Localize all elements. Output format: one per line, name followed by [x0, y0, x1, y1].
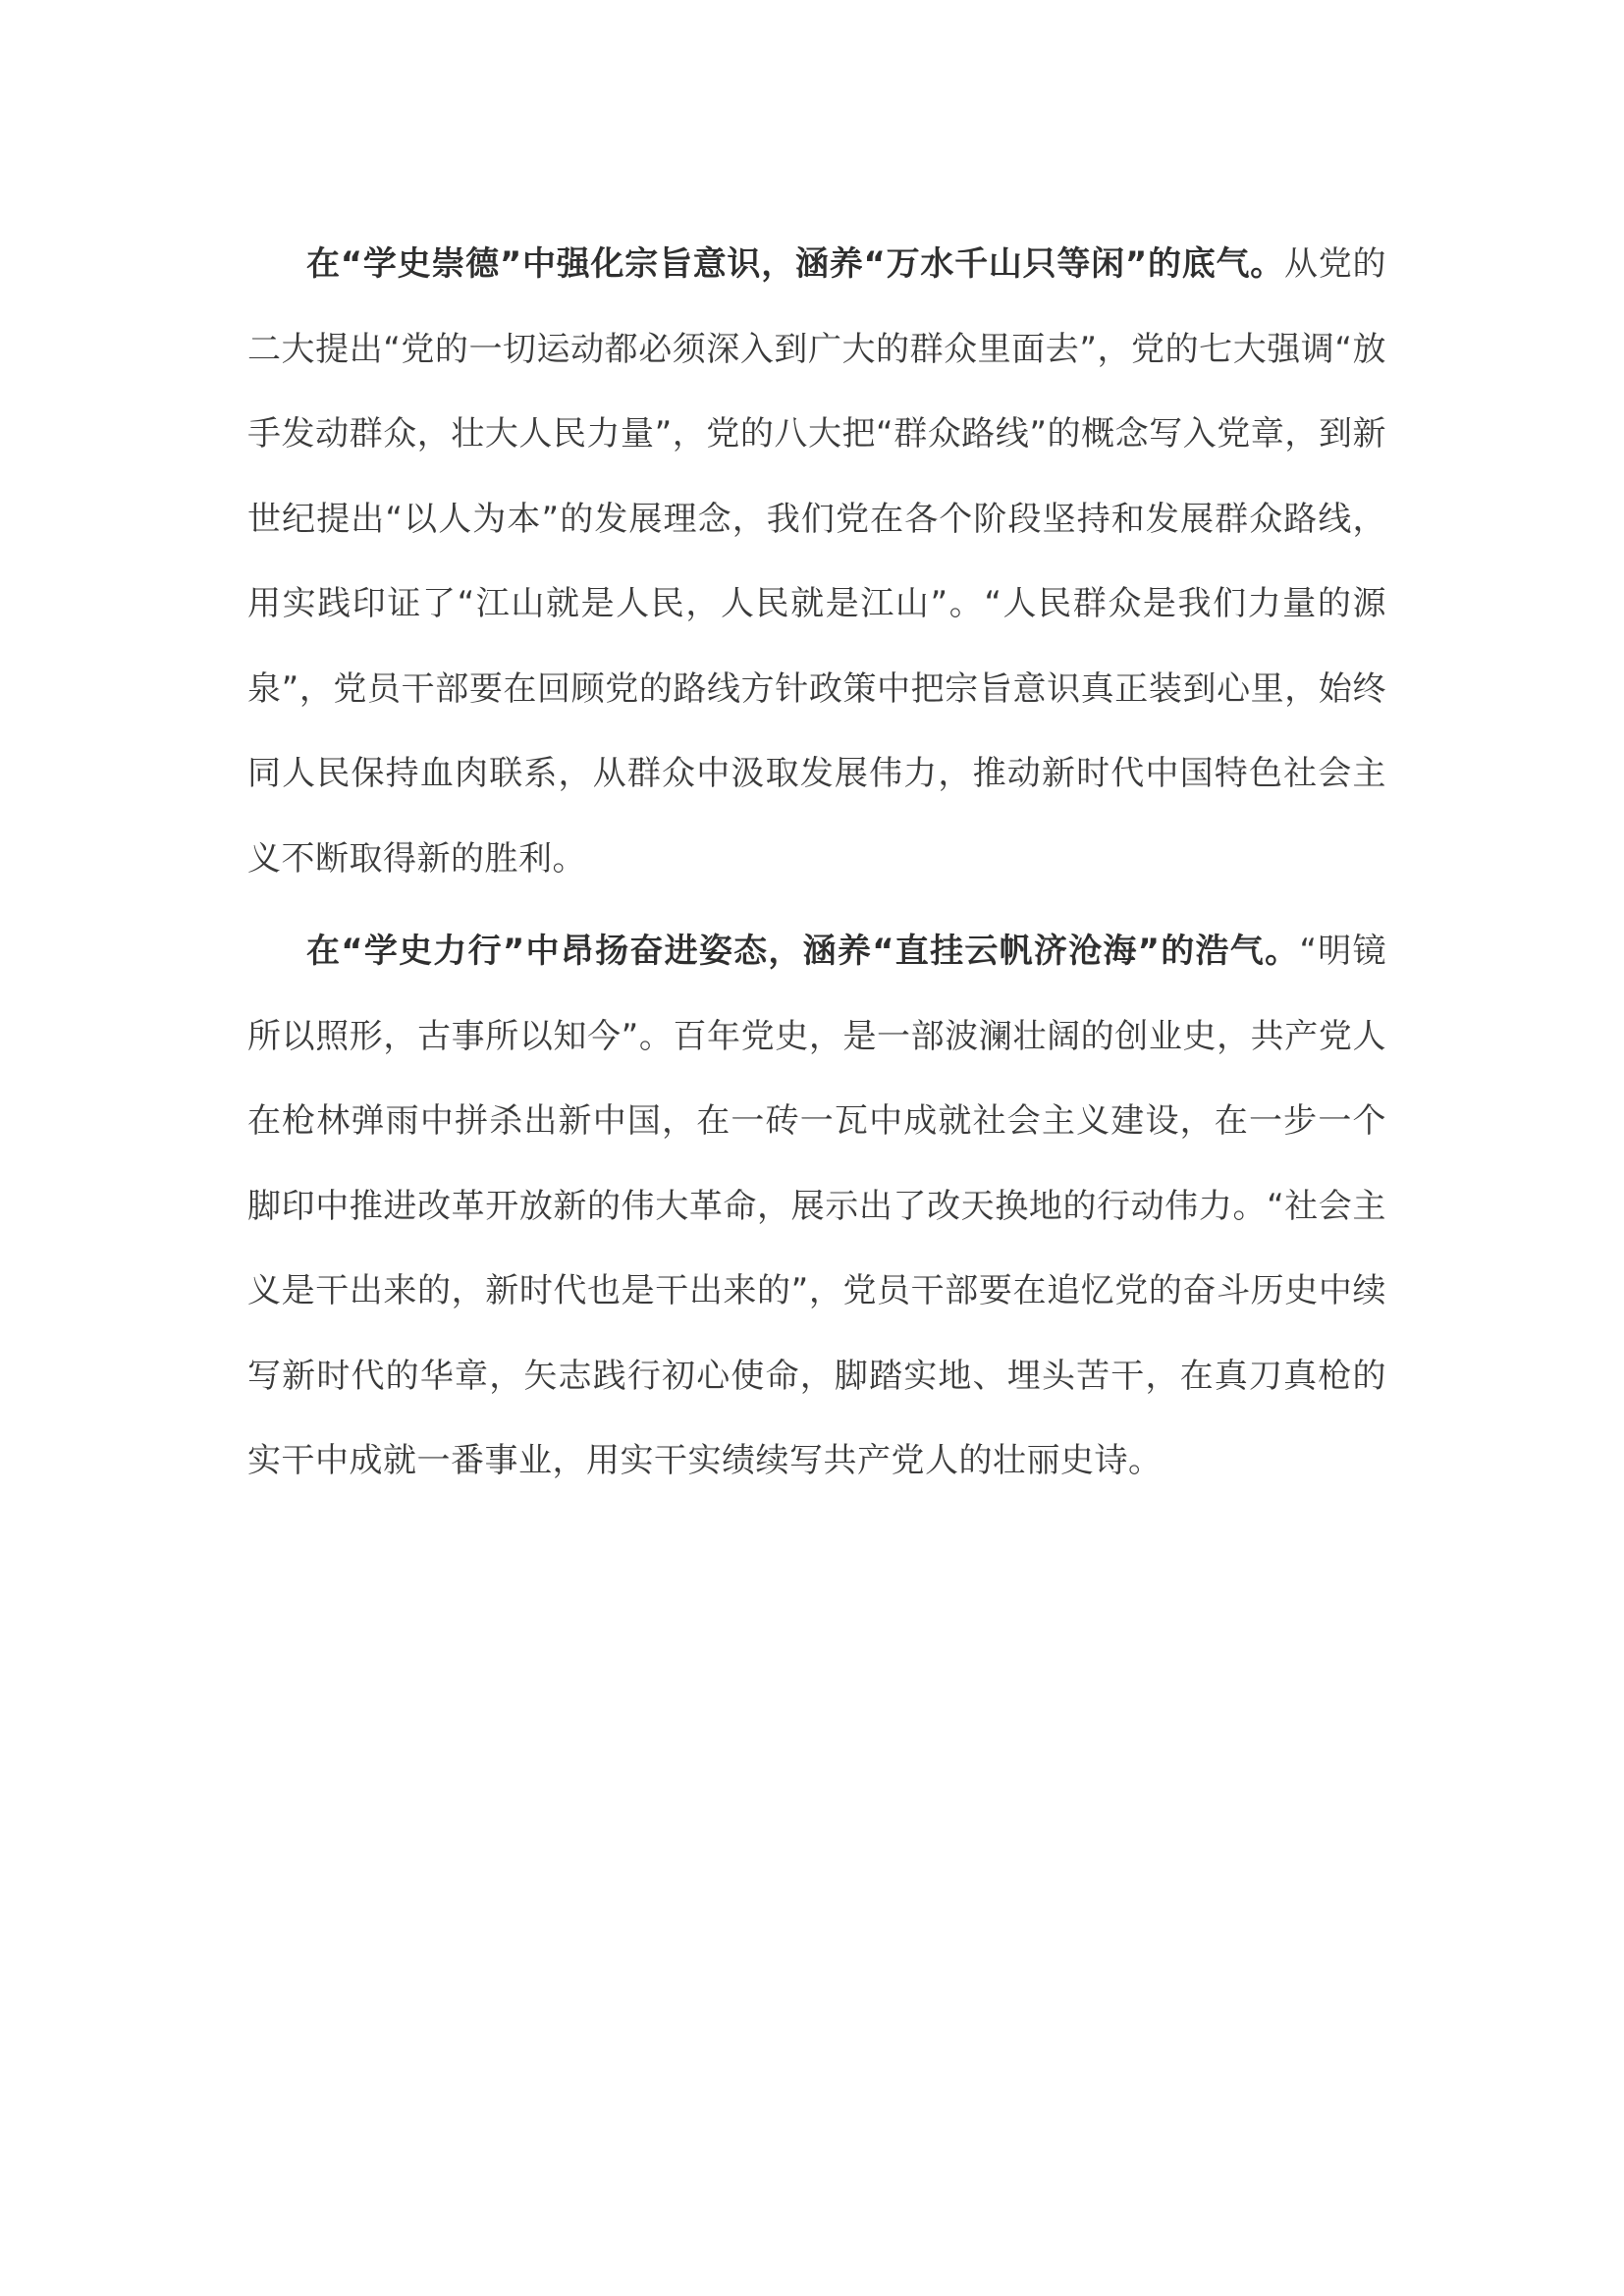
article-body [247, 222, 1386, 1512]
paragraph-1 [247, 222, 1386, 901]
paragraph-2 [247, 909, 1386, 1504]
paragraph-1-text: 从党的二大提出“党的一切运动都必须深入到广大的群众里面去”，党的七大强调“放手发动群众，壮大人民力量”，党的八大把“群众路线”的概念写入党章，到新世纪提出“以人为本”的发展理念，我们党在各个阶段坚持和发展群众路线，用实践印证了“江山就是人民，人民就是江山”。“人民群众是我们力量的源泉”，党员干部要在回顾党的路线方针政策中把宗旨意识真正装到心里，始终同人民保持血肉联系，从群众中汲取发展伟力，推动新时代中国特色社会主义不断取得新的胜利。 [247, 244, 1386, 879]
paragraph-2-text: “明镜所以照形，古事所以知今”。百年党史，是一部波澜壮阔的创业史，共产党人在枪林弹雨中拼杀出新中国，在一砖一瓦中成就社会主义建设，在一步一个脚印中推进改革开放新的伟大革命，展示出了改天换地的行动伟力。“社会主义是干出来的，新时代也是干出来的”，党员干部要在追忆党的奋斗历史中续写新时代的华章，矢志践行初心使命，脚踏实地、埋头苦干，在真刀真枪的实干中成就一番事业，用实干实绩续写共产党人的壮丽史诗。 [247, 932, 1386, 1480]
paragraph-2-heading: 在“学史力行”中昂扬奋进姿态，涵养“直挂云帆济沧海”的浩气。 [306, 932, 1300, 971]
paragraph-1-heading: 在“学史崇德”中强化宗旨意识，涵养“万水千山只等闲”的底气。 [306, 244, 1284, 284]
